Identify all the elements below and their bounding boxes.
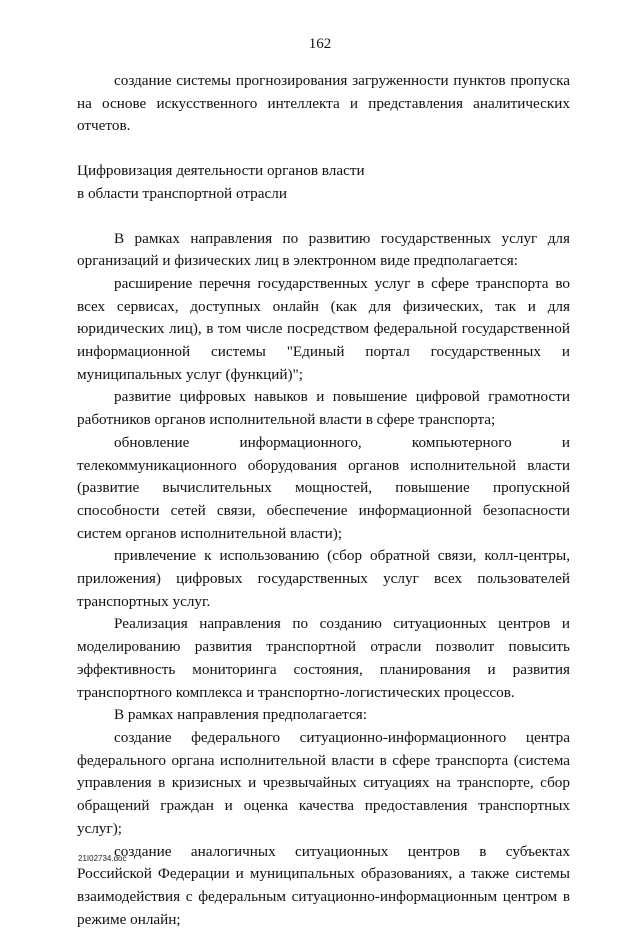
list-item: обновление информационного, компьютерного и телекоммуникационного оборудования органов исполнительной власти (развитие вычислительных мощностей, повышение пропускной способности сетей связи, обеспечение информационной безопасности систем органов исполнительной власти); <box>77 432 570 546</box>
section-heading-line-1: Цифровизация деятельности органов власти <box>77 160 570 183</box>
intro-paragraph: создание системы прогнозирования загруженности пунктов пропуска на основе искусственного интеллекта и представления аналитических отчетов. <box>77 70 570 138</box>
page-number: 162 <box>0 36 640 53</box>
paragraph: Реализация направления по созданию ситуационных центров и моделированию развития транспортной отрасли позволит повысить эффективность мониторинга состояния, планирования и развития транспортного комплекса и транспортно-логистических процессов. <box>77 613 570 704</box>
section-heading-line-2: в области транспортной отрасли <box>77 183 570 206</box>
list-item: развитие цифровых навыков и повышение цифровой грамотности работников органов исполнительной власти в сфере транспорта; <box>77 386 570 431</box>
list-item: привлечение к использованию (сбор обратной связи, колл-центры, приложения) цифровых государственных услуг всех пользователей транспортных услуг. <box>77 545 570 613</box>
paragraph: В рамках направления предполагается: <box>77 704 570 727</box>
list-item: создание аналогичных ситуационных центров в субъектах Российской Федерации и муниципальных образованиях, а также системы взаимодействия с федеральным ситуационно-информационным центром в режиме онлайн; <box>77 841 570 931</box>
list-item: расширение перечня государственных услуг в сфере транспорта во всех сервисах, доступных онлайн (как для физических, так и для юридических лиц), в том числе посредством федеральной государственной информационной системы "Единый портал государственных и муниципальных услуг (функций)"; <box>77 273 570 387</box>
paragraph: В рамках направления по развитию государственных услуг для организаций и физических лиц в электронном виде предполагается: <box>77 228 570 273</box>
section-heading <box>77 160 570 205</box>
list-item: создание федерального ситуационно-информационного центра федерального органа исполнительной власти в сфере транспорта (система управления в кризисных и чрезвычайных ситуациях на транспорте, сбор обращений граждан и оценка качества предоставления транспортных услуг); <box>77 727 570 841</box>
document-body <box>77 70 570 931</box>
footer-document-code: 21I02734.doc <box>78 854 127 863</box>
